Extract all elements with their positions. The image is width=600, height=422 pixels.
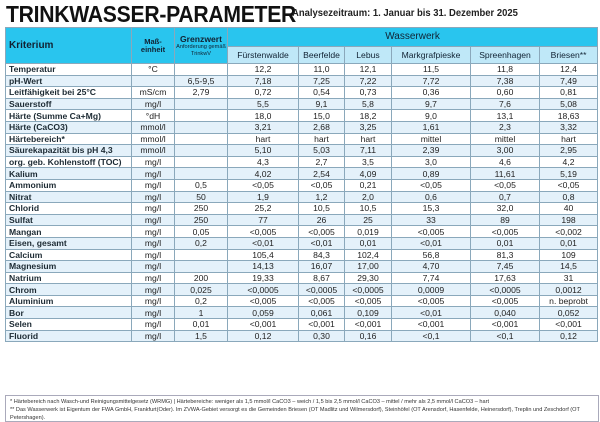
value-cell: 0,5 [175,179,228,191]
value-cell [175,98,228,110]
value-cell: 7,25 [299,75,345,87]
value-cell: 81,3 [471,249,540,261]
value-cell: 250 [175,214,228,226]
value-cell: 3,0 [392,156,471,168]
value-cell: 5,5 [228,98,299,110]
value-cell: 9,7 [392,98,471,110]
value-cell: 0,019 [345,226,392,238]
value-cell: 0,040 [471,307,540,319]
value-cell: 0,12 [540,330,598,342]
value-cell: <0,005 [299,226,345,238]
table-row [6,87,598,99]
value-cell: <0,005 [345,295,392,307]
value-cell [175,156,228,168]
table-row [6,237,598,249]
table-row [6,179,598,191]
value-cell: 2,0 [345,191,392,203]
value-cell: 5,19 [540,168,598,180]
value-cell: hart [228,133,299,145]
value-cell: <0,001 [392,319,471,331]
value-cell: 50 [175,191,228,203]
value-cell: <0,05 [299,179,345,191]
parameter-table [5,27,598,342]
criterion-cell: Sulfat [6,214,132,226]
value-cell [175,133,228,145]
table-row [6,319,598,331]
value-cell: mg/l [132,307,175,319]
table-row [6,133,598,145]
value-cell: 26 [299,214,345,226]
criterion-cell: Aluminium [6,295,132,307]
criterion-cell: Mangan [6,226,132,238]
value-cell: 3,32 [540,121,598,133]
value-cell: 14,5 [540,261,598,273]
value-cell: 5,03 [299,145,345,157]
value-cell: 7,74 [392,272,471,284]
value-cell: 0,72 [228,87,299,99]
value-cell: 12,1 [345,64,392,76]
value-cell: <0,0005 [228,284,299,296]
criterion-cell: Säurekapazität bis pH 4,3 [6,145,132,157]
value-cell: 33 [392,214,471,226]
header-werk: Briesen** [540,47,598,64]
table-row [6,75,598,87]
value-cell: <0,01 [392,307,471,319]
value-cell: 32,0 [471,203,540,215]
value-cell: 7,49 [540,75,598,87]
value-cell: 29,30 [345,272,392,284]
table-row [6,330,598,342]
criterion-cell: Chrom [6,284,132,296]
value-cell: mg/l [132,179,175,191]
criterion-cell: Fluorid [6,330,132,342]
value-cell: 4,02 [228,168,299,180]
value-cell: 2,68 [299,121,345,133]
value-cell: 1,9 [228,191,299,203]
value-cell: 4,70 [392,261,471,273]
value-cell [175,145,228,157]
value-cell: <0,05 [228,179,299,191]
value-cell: 0,6 [392,191,471,203]
value-cell: <0,005 [228,226,299,238]
value-cell: 0,01 [345,237,392,249]
value-cell: 0,81 [540,87,598,99]
table-row [6,168,598,180]
header-werk: Fürstenwalde [228,47,299,64]
value-cell: 2,7 [299,156,345,168]
value-cell: <0,005 [299,295,345,307]
value-cell: <0,01 [299,237,345,249]
table-row [6,284,598,296]
value-cell: mmol/l [132,121,175,133]
value-cell: 0,21 [345,179,392,191]
value-cell: 18,63 [540,110,598,122]
value-cell: 109 [540,249,598,261]
header-kriterium: Kriterium [6,28,132,64]
value-cell: 18,2 [345,110,392,122]
criterion-cell: Natrium [6,272,132,284]
criterion-cell: Sauerstoff [6,98,132,110]
value-cell: mg/l [132,249,175,261]
value-cell: <0,002 [540,226,598,238]
table-row [6,64,598,76]
value-cell: hart [299,133,345,145]
value-cell: 25 [345,214,392,226]
value-cell: 15,3 [392,203,471,215]
table-row [6,203,598,215]
table-row [6,249,598,261]
value-cell: <0,05 [392,179,471,191]
value-cell: °C [132,64,175,76]
value-cell: 1,61 [392,121,471,133]
value-cell: <0,005 [392,295,471,307]
value-cell: mg/l [132,226,175,238]
value-cell: 0,05 [175,226,228,238]
table-row [6,156,598,168]
value-cell: 5,8 [345,98,392,110]
value-cell: 0,01 [471,237,540,249]
value-cell: mg/l [132,330,175,342]
value-cell: hart [540,133,598,145]
table-row [6,214,598,226]
value-cell: <0,005 [392,226,471,238]
value-cell: 0,2 [175,237,228,249]
value-cell: 0,059 [228,307,299,319]
value-cell: 0,01 [540,237,598,249]
value-cell: 11,8 [471,64,540,76]
value-cell: <0,001 [540,319,598,331]
value-cell: 0,0012 [540,284,598,296]
value-cell: hart [345,133,392,145]
value-cell: mg/l [132,295,175,307]
table-row [6,145,598,157]
value-cell: 7,11 [345,145,392,157]
value-cell: 11,61 [471,168,540,180]
header-werk: Spreenhagen [471,47,540,64]
value-cell: 2,54 [299,168,345,180]
value-cell: <0,005 [228,295,299,307]
value-cell: 0,0009 [392,284,471,296]
value-cell: <0,001 [228,319,299,331]
value-cell: 17,00 [345,261,392,273]
value-cell: 2,39 [392,145,471,157]
value-cell: mg/l [132,191,175,203]
value-cell: <0,05 [471,179,540,191]
footnotes [5,395,599,422]
header-einheit: Maß-einheit [132,28,175,64]
value-cell: 8,67 [299,272,345,284]
value-cell: 0,109 [345,307,392,319]
analysis-period: Analysezeitraum: 1. Januar bis 31. Dezember 2025 [292,7,518,19]
table-row [6,121,598,133]
value-cell: <0,0005 [345,284,392,296]
value-cell: 5,08 [540,98,598,110]
value-cell: 0,2 [175,295,228,307]
value-cell: 11,5 [392,64,471,76]
value-cell: mittel [471,133,540,145]
value-cell: 84,3 [299,249,345,261]
value-cell: 6,5-9,5 [175,75,228,87]
value-cell: 19,33 [228,272,299,284]
value-cell: mg/l [132,272,175,284]
criterion-cell: Ammonium [6,179,132,191]
header-werk: Beerfelde [299,47,345,64]
value-cell: 9,1 [299,98,345,110]
value-cell: 4,6 [471,156,540,168]
value-cell: 18,0 [228,110,299,122]
value-cell: mg/l [132,214,175,226]
footnote-1: * Härtebereich nach Wasch-und Reinigungsmittelgesetz (WRMG) | Härtebereiche: weniger als 1,5 mmol/l CaCO3 – weich / 1,5 bis 2,5 mmol/l CaCO3 – mittel / mehr als 2,5 mmol/l CaCO3 – hart [10,399,490,405]
value-cell: 7,45 [471,261,540,273]
criterion-cell: Eisen, gesamt [6,237,132,249]
value-cell: 10,5 [345,203,392,215]
value-cell: 0,01 [175,319,228,331]
table-row [6,295,598,307]
value-cell: mS/cm [132,87,175,99]
value-cell: 2,3 [471,121,540,133]
value-cell: 13,1 [471,110,540,122]
value-cell: 7,72 [392,75,471,87]
value-cell: 12,2 [228,64,299,76]
value-cell: 1 [175,307,228,319]
value-cell: 3,00 [471,145,540,157]
value-cell: mg/l [132,284,175,296]
criterion-cell: Chlorid [6,203,132,215]
value-cell [175,261,228,273]
value-cell: 40 [540,203,598,215]
value-cell: 0,36 [392,87,471,99]
value-cell: 31 [540,272,598,284]
value-cell [175,168,228,180]
table-row [6,307,598,319]
value-cell: 0,7 [471,191,540,203]
table-row [6,110,598,122]
value-cell: <0,001 [471,319,540,331]
value-cell: mmol/l [132,133,175,145]
value-cell: 4,2 [540,156,598,168]
criterion-cell: Nitrat [6,191,132,203]
value-cell: 0,16 [345,330,392,342]
value-cell: <0,005 [471,226,540,238]
value-cell: <0,01 [392,237,471,249]
value-cell: 16,07 [299,261,345,273]
value-cell: mg/l [132,98,175,110]
value-cell: 1,5 [175,330,228,342]
value-cell: °dH [132,110,175,122]
value-cell: 7,18 [228,75,299,87]
value-cell: <0,0005 [471,284,540,296]
criterion-cell: Härtebereich* [6,133,132,145]
criterion-cell: Magnesium [6,261,132,273]
table-row [6,191,598,203]
value-cell: mg/l [132,168,175,180]
value-cell: 0,89 [392,168,471,180]
value-cell: 4,3 [228,156,299,168]
value-cell: 89 [471,214,540,226]
criterion-cell: Selen [6,319,132,331]
value-cell: 198 [540,214,598,226]
header-werk: Lebus [345,47,392,64]
value-cell: 0,73 [345,87,392,99]
value-cell: <0,01 [228,237,299,249]
value-cell: 105,4 [228,249,299,261]
value-cell [175,64,228,76]
value-cell: mg/l [132,237,175,249]
value-cell: mg/l [132,203,175,215]
value-cell: 0,30 [299,330,345,342]
footnote-2: ** Das Wasserwerk ist Eigentum der FWA GmbH, Frankfurt(Oder). Im ZVWA-Gebiet versorgt es die Gemeinden Briesen (OT Madlitz und Wilmersdorf), Steinhöfel (OT Arensdorf, Hasenfelde, Heinersdorf), Treplin und Zeschdorf (OT Petershagen). [10,407,580,421]
value-cell: 0,8 [540,191,598,203]
table-row [6,98,598,110]
value-cell: 7,6 [471,98,540,110]
value-cell: 12,4 [540,64,598,76]
value-cell: 7,22 [345,75,392,87]
value-cell: 3,21 [228,121,299,133]
criterion-cell: Kalium [6,168,132,180]
value-cell [175,121,228,133]
value-cell [175,249,228,261]
criterion-cell: Härte (CaCO3) [6,121,132,133]
value-cell: 11,0 [299,64,345,76]
value-cell: 1,2 [299,191,345,203]
value-cell: 3,25 [345,121,392,133]
value-cell: 2,95 [540,145,598,157]
value-cell: 2,79 [175,87,228,99]
value-cell: 0,60 [471,87,540,99]
value-cell: 0,052 [540,307,598,319]
value-cell: <0,005 [471,295,540,307]
value-cell [132,75,175,87]
value-cell: mmol/l [132,145,175,157]
value-cell: 3,5 [345,156,392,168]
value-cell: mg/l [132,156,175,168]
value-cell: n. beprobt [540,295,598,307]
value-cell: <0,001 [345,319,392,331]
value-cell: 102,4 [345,249,392,261]
criterion-cell: pH-Wert [6,75,132,87]
value-cell: 14,13 [228,261,299,273]
value-cell: 77 [228,214,299,226]
value-cell: <0,0005 [299,284,345,296]
value-cell: 200 [175,272,228,284]
header-grenzwert [175,28,228,64]
criterion-cell: Calcium [6,249,132,261]
value-cell: mg/l [132,319,175,331]
value-cell: 56,8 [392,249,471,261]
value-cell: 0,12 [228,330,299,342]
criterion-cell: Temperatur [6,64,132,76]
table-row [6,261,598,273]
value-cell: <0,1 [392,330,471,342]
value-cell: 5,10 [228,145,299,157]
value-cell: 0,061 [299,307,345,319]
value-cell [175,110,228,122]
value-cell: 17,63 [471,272,540,284]
value-cell: 250 [175,203,228,215]
header-werk: Markgrafpieske [392,47,471,64]
grenzwert-label: Grenzwert [179,33,223,44]
value-cell: 9,0 [392,110,471,122]
page-title: TRINKWASSER-PARAMETER [6,1,297,27]
table-row [6,272,598,284]
value-cell: <0,001 [299,319,345,331]
value-cell: <0,1 [471,330,540,342]
value-cell: mg/l [132,261,175,273]
header-wasserwerk: Wasserwerk [228,28,598,47]
grenzwert-sub: Anforderung gemäß TrinkwV [176,43,226,57]
value-cell: 25,2 [228,203,299,215]
value-cell: 4,09 [345,168,392,180]
table-row [6,226,598,238]
criterion-cell: Leitfähigkeit bei 25°C [6,87,132,99]
value-cell: 15,0 [299,110,345,122]
criterion-cell: Härte (Summe Ca+Mg) [6,110,132,122]
value-cell: mittel [392,133,471,145]
value-cell: 0,025 [175,284,228,296]
value-cell: 7,38 [471,75,540,87]
value-cell: 10,5 [299,203,345,215]
value-cell: 0,54 [299,87,345,99]
criterion-cell: org. geb. Kohlenstoff (TOC) [6,156,132,168]
criterion-cell: Bor [6,307,132,319]
value-cell: <0,05 [540,179,598,191]
